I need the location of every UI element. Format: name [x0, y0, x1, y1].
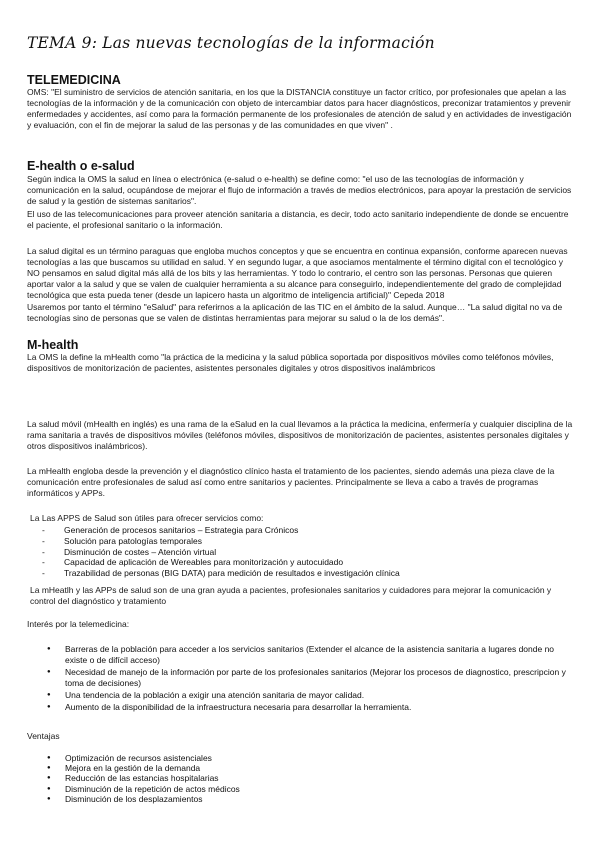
section-heading-interes: Interés por la telemedicina:: [27, 619, 130, 629]
paragraph-apps-outro: La mHeatlh y las APPs de salud son de una gran ayuda a pacientes, profesionales sanitarios y cuidadores para mejorar la comunicación y control del diagnóstico y tratamiento: [30, 585, 552, 606]
paragraph-ehealth-telecom: El uso de las telecomunicaciones para proveer atención sanitaria a distancia, es decir, todo acto sanitario independiente de donde se encuentre el paciente, el profesional sanitario o la información.: [27, 209, 569, 230]
list-item: ● Aumento de la disponibilidad de la infraestructura necesaria para desarrollar la herramienta.: [47, 702, 577, 713]
list-item: - Trazabilidad de personas (BIG DATA) para medición de resultados e investigación clínica: [42, 568, 562, 579]
paragraph-ehealth-esalud: Usaremos por tanto el término "eSalud" para referirnos a la aplicación de las TIC en el ámbito de la salud. Aunque… "La salud digital no va de tecnologías sino de personas que se valen de distintas herramientas para mejorar su salud o la de los demás".: [27, 302, 563, 323]
paragraph-mhealth-salud-movil: La salud móvil (mHealth en inglés) es una rama de la eSalud en la cual llevamos a la práctica la medicina, enfermería y cualquier disciplina de la rama sanitaria a través de dispositivos móviles (teléfonos móviles, dispositivos de monitorización de pacientes, asistentes personales digitales y otros dispositivos inalámbricos).: [27, 419, 573, 451]
paragraph-telemedicina-definition: OMS: "El suministro de servicios de atención sanitaria, en los que la DISTANCIA constituye un factor crítico, por profesionales que apelan a las tecnologías de la información y de la comunicación con objeto de intercambiar datos para hacer diagnósticos, preconizar tratamientos y prevenir enfermedades y accidentes, así como para la formación permanente de los profesionales de atención de salud y en actividades de investigación y evaluación, con el fin de mejorar la salud de las personas y de las comunidades en que viven" .: [27, 87, 572, 130]
paragraph-mhealth-oms: La OMS la define la mHealth como "la práctica de la medicina y la salud pública soportada por dispositivos móviles como teléfonos móviles, dispositivos de monitorización de pacientes, asistentes personales digitales y otros dispositivos inalámbricos: [27, 352, 554, 373]
list-item: ● Una tendencia de la población a exigir una atención sanitaria de mayor calidad.: [47, 690, 577, 701]
paragraph-ehealth-oms: Según indica la OMS la salud en línea o electrónica (e-salud o e-health) se define como: "el uso de las tecnologías de información y comunicación en la salud, ocupándose de mejorar el flujo de información a través de medios electrónicos, para apoyar la prestación de servicios de salud y la gestión de sistemas sanitarios".: [27, 174, 572, 206]
paragraph-mhealth-engloba: La mHealth engloba desde la prevención y el diagnóstico clínico hasta el tratamiento de los pacientes, siendo además una pieza clave de la comunicación entre profesionales de salud así como entre sanitarios y pacientes. Principalmente se lleva a cabo a través de programas informáticos y APPs.: [27, 466, 555, 498]
paragraph-apps-intro: La Las APPS de Salud son útiles para ofrecer servicios como:: [30, 513, 264, 523]
section-heading-telemedicina: TELEMEDICINA: [27, 73, 121, 87]
ventajas-list: [47, 753, 577, 804]
list-item: ● Reducción de las estancias hospitalarias: [47, 773, 577, 783]
list-item: ● Mejora en la gestión de la demanda: [47, 763, 577, 773]
list-item: ● Optimización de recursos asistenciales: [47, 753, 577, 763]
interes-list: [47, 644, 577, 714]
list-item: - Disminución de costes – Atención virtual: [42, 547, 562, 558]
section-heading-ventajas: Ventajas: [27, 731, 60, 741]
list-item: - Capacidad de aplicación de Wereables para monitorización y autocuidado: [42, 557, 562, 568]
page-title: TEMA 9: Las nuevas tecnologías de la información: [27, 34, 435, 52]
list-item: - Solución para patologías temporales: [42, 536, 562, 547]
list-item: ● Disminución de los desplazamientos: [47, 794, 577, 804]
paragraph-ehealth-salud-digital: La salud digital es un término paraguas que engloba muchos conceptos y que se encuentra en continua expansión, conforme aparecen nuevas tecnologías a las que buscamos su utilidad en salud. Y en segundo lugar, a que asociamos mentalmente el término digital con el tecnológico y NO pensamos en salud digital más allá de los bits y las herramientas. Y todo lo contrario, el centro son las personas. Personas que quieren aportar valor a la salud y que se valen de cualquier herramienta a su alcance para conseguirlo, independientemente del grado de complejidad tecnológica que esta pueda tener (desde un lapicero hasta un algoritmo de inteligencia artificial)" Cepeda 2018: [27, 246, 568, 300]
section-heading-mhealth: M-health: [27, 338, 79, 352]
apps-services-list: [42, 525, 562, 579]
section-heading-ehealth: E-health o e-salud: [27, 159, 135, 173]
list-item: - Generación de procesos sanitarios – Estrategia para Crónicos: [42, 525, 562, 536]
list-item: ● Necesidad de manejo de la información por parte de los profesionales sanitarios (Mejorar los procesos de diagnostico, prescripcion y toma de decisiones): [47, 667, 577, 689]
list-item: ● Disminución de la repetición de actos médicos: [47, 784, 577, 794]
list-item: ● Barreras de la población para acceder a los servicios sanitarios (Extender el alcance de la asistencia sanitaria a lugares donde no existe o de difícil acceso): [47, 644, 577, 666]
